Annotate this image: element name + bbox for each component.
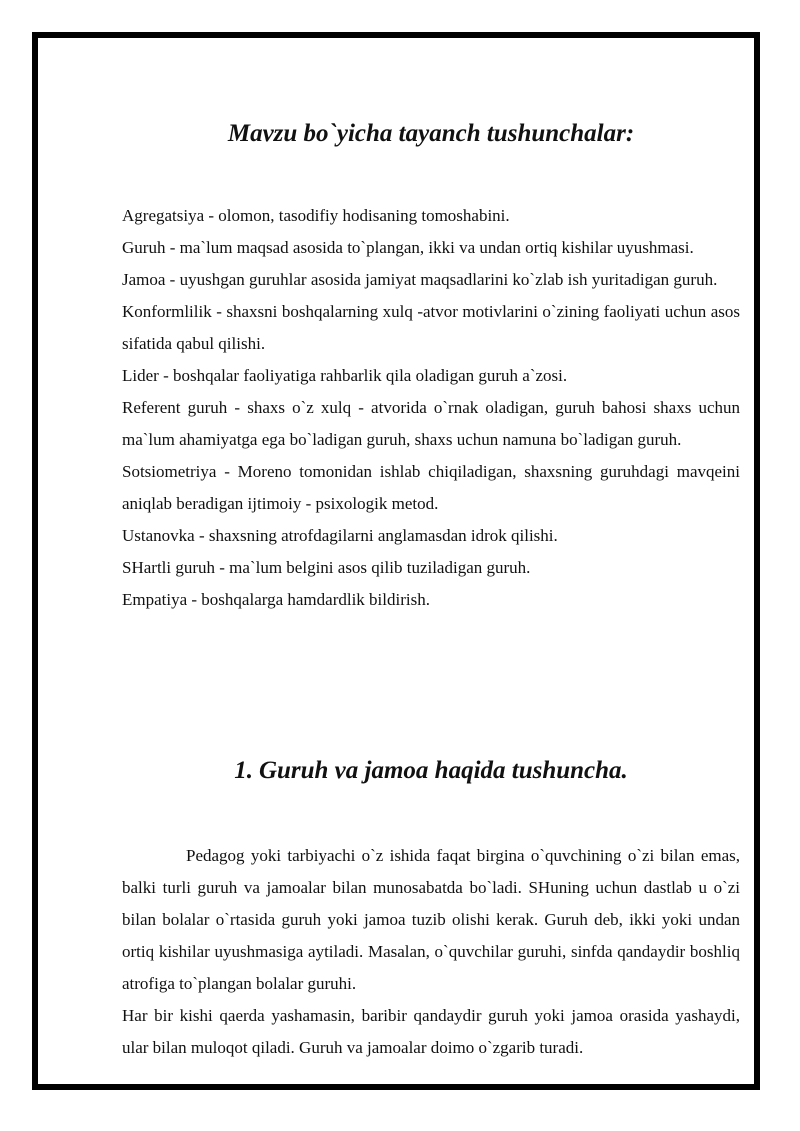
term-item: Empatiya - boshqalarga hamdardlik bildirish. — [122, 590, 430, 609]
term-item: Jamoa - uyushgan guruhlar asosida jamiyat maqsadlarini ko`zlab ish yuritadigan guruh. — [122, 270, 718, 289]
section-title: Guruh va jamoa haqida tushuncha. — [258, 757, 628, 784]
term-item: SHartli guruh - ma`lum belgini asos qilib tuziladigan guruh. — [122, 558, 531, 577]
paragraph: Pedagog yoki tarbiyachi o`z ishida faqat birgina o`quvchining o`zi bilan emas, balki turli guruh va jamoalar bilan munosabatda bo`ladi. SHuning uchun dastlab u o`zi bilan bolalar o`rtasida guruh yoki jamoa tuzib olishi kerak. Guruh deb, ikki yoki undan ortiq kishilar uyushmasiga aytiladi. Masalan, o`quvchilar guruhi, sinfda qandaydir boshliq atrofiga to`plangan bolalar guruhi. — [122, 846, 740, 993]
terms-list — [122, 200, 740, 616]
section-heading-key-concepts: Mavzu bo`yicha tayanch tushunchalar: — [227, 120, 635, 147]
body-text — [122, 840, 740, 1064]
section-number: 1. — [234, 757, 253, 784]
term-item: Agregatsiya - olomon, tasodifiy hodisaning tomoshabini. — [122, 206, 510, 225]
term-item: Konformlilik - shaxsni boshqalarning xulq -atvor motivlarini o`zining faoliyati uchun asos sifatida qabul qilishi. — [122, 302, 740, 353]
section-heading-group-and-team — [122, 754, 740, 788]
page-frame — [32, 32, 760, 1090]
term-item: Guruh - ma`lum maqsad asosida to`plangan, ikki va undan ortiq kishilar uyushmasi. — [122, 238, 694, 257]
term-item: Ustanovka - shaxsning atrofdagilarni anglamasdan idrok qilishi. — [122, 526, 558, 545]
term-item: Lider - boshqalar faoliyatiga rahbarlik qila oladigan guruh a`zosi. — [122, 366, 568, 385]
term-item: Sotsiometriya - Moreno tomonidan ishlab chiqiladigan, shaxsning guruhdagi mavqeini aniqlab beradigan ijtimoiy - psixologik metod. — [122, 462, 740, 513]
paragraph: Har bir kishi qaerda yashamasin, baribir qandaydir guruh yoki jamoa orasida yashaydi, ular bilan muloqot qiladi. Guruh va jamoalar doimo o`zgarib turadi. — [122, 1006, 740, 1057]
term-item: Referent guruh - shaxs o`z xulq - atvorida o`rnak oladigan, guruh bahosi shaxs uchun ma`lum ahamiyatga ega bo`ladigan guruh, shaxs uchun namuna bo`ladigan guruh. — [122, 398, 740, 449]
